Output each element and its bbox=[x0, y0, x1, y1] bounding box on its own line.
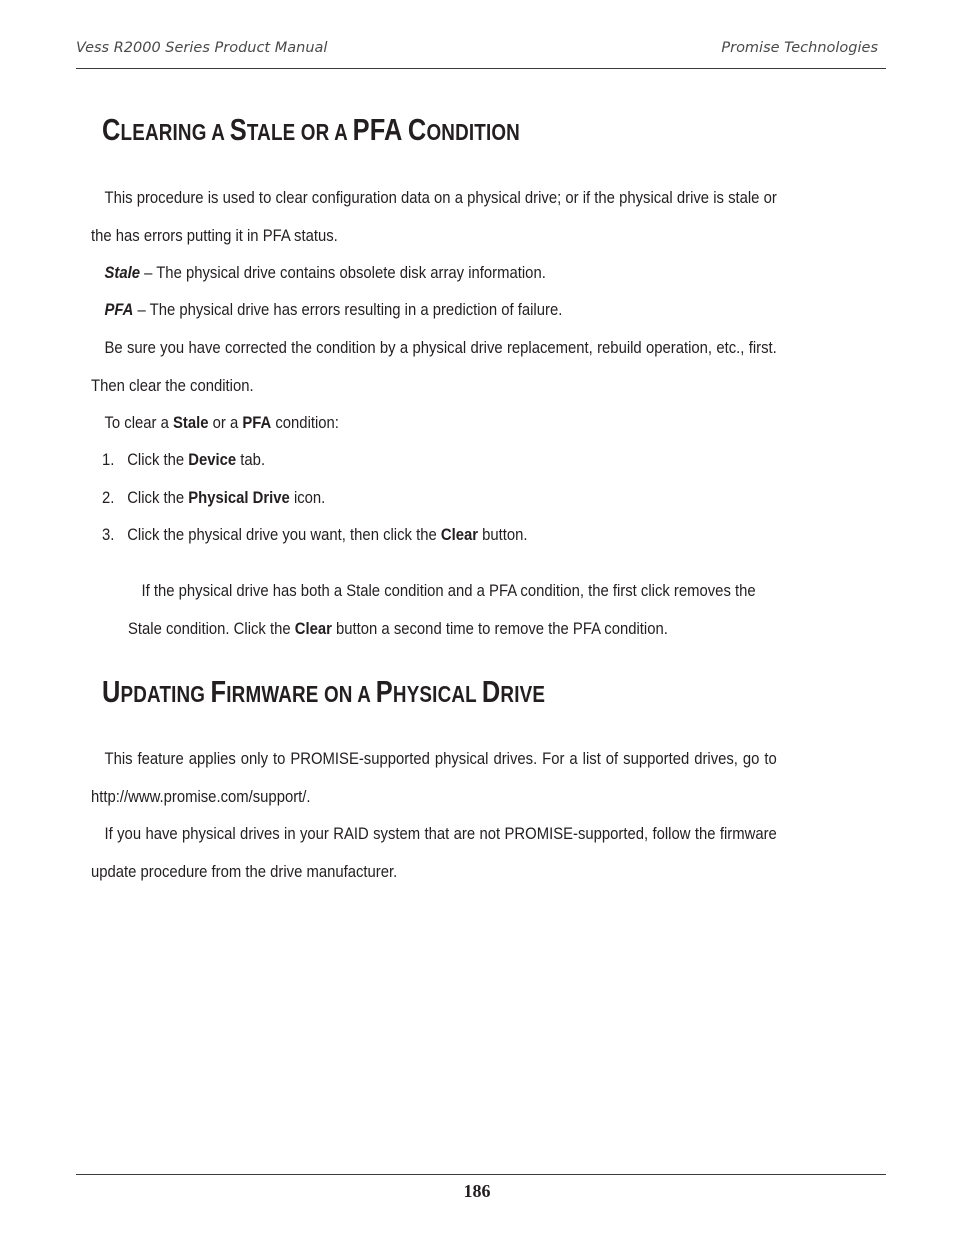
footer-divider bbox=[76, 1174, 886, 1175]
intro-paragraph bbox=[91, 180, 777, 255]
definition-term: PFA bbox=[104, 301, 134, 319]
intro-text: This procedure is used to clear configuration data on a physical drive; or if the physical drive is stale or the has errors putting it in PFA status. bbox=[91, 189, 777, 245]
step-text: button. bbox=[478, 526, 528, 544]
to-clear-lead bbox=[91, 405, 777, 443]
firmware-text: If you have physical drives in your RAID system that are not PROMISE-supported, follow the firmware update procedure from the drive manufacturer. bbox=[91, 825, 777, 881]
running-header-company: Promise Technologies bbox=[721, 40, 878, 56]
be-sure-paragraph bbox=[91, 330, 777, 405]
page-number: 186 bbox=[463, 1181, 491, 1201]
lead-bold: Stale bbox=[173, 414, 209, 432]
definition-stale bbox=[91, 255, 777, 293]
heading-word: IRMWARE ON A bbox=[226, 681, 376, 707]
lead-text: or a bbox=[208, 414, 243, 432]
heading-word: U bbox=[102, 674, 121, 709]
step-bold: Device bbox=[188, 451, 237, 469]
lead-text: To clear a bbox=[104, 414, 174, 432]
firmware-text: This feature applies only to PROMISE-supported physical drives. For a list of supported drives, go to http://www.promise.com/support/. bbox=[91, 750, 777, 806]
definition-pfa bbox=[91, 292, 777, 330]
note-text: button a second time to remove the PFA condition. bbox=[331, 619, 668, 638]
heading-word: ONDITION bbox=[426, 119, 520, 145]
step-text: tab. bbox=[236, 451, 266, 469]
step-number: 1. bbox=[102, 451, 115, 469]
definition-text: – The physical drive contains obsolete disk array information. bbox=[139, 264, 546, 282]
step-item bbox=[102, 517, 528, 555]
firmware-paragraph-2 bbox=[91, 816, 777, 891]
heading-word: LEARING A bbox=[120, 119, 230, 145]
step-text: icon. bbox=[289, 489, 326, 507]
heading-word: PFA bbox=[352, 112, 403, 147]
step-number: 2. bbox=[102, 489, 115, 507]
definition-term: Stale bbox=[104, 264, 140, 282]
step-bold: Physical Drive bbox=[188, 489, 290, 507]
step-text: Click the bbox=[127, 489, 189, 507]
heading-word: F bbox=[210, 674, 227, 709]
heading-word: D bbox=[481, 674, 501, 709]
heading-word: C bbox=[102, 112, 121, 147]
heading-word: C bbox=[407, 112, 427, 147]
heading-word: HYSICAL bbox=[392, 681, 482, 707]
running-header-title: Vess R2000 Series Product Manual bbox=[76, 40, 328, 56]
step-item bbox=[102, 442, 265, 480]
step-number: 3. bbox=[102, 526, 115, 544]
heading-word: PDATING bbox=[120, 681, 211, 707]
step-item bbox=[102, 480, 325, 518]
step-text: Click the physical drive you want, then click the bbox=[127, 526, 441, 544]
section-heading-updating-firmware bbox=[102, 674, 545, 710]
be-sure-text: Be sure you have corrected the condition by a physical drive replacement, rebuild operation, etc., first. Then clear the condition. bbox=[91, 339, 777, 395]
lead-text: condition: bbox=[271, 414, 339, 432]
heading-word: S bbox=[229, 112, 247, 147]
note-paragraph bbox=[128, 573, 776, 648]
heading-word: RIVE bbox=[500, 681, 546, 707]
header-divider bbox=[76, 68, 886, 69]
step-bold: Clear bbox=[440, 526, 479, 544]
heading-word: P bbox=[375, 674, 393, 709]
firmware-paragraph-1 bbox=[91, 741, 777, 816]
section-heading-clearing-stale-pfa bbox=[102, 112, 520, 148]
heading-word: TALE OR A bbox=[246, 119, 353, 145]
definition-text: – The physical drive has errors resulting in a prediction of failure. bbox=[133, 301, 563, 319]
lead-bold: PFA bbox=[242, 414, 272, 432]
note-text: If the physical drive has both a Stale condition and a PFA condition, the first click removes the Stale condition. Click the bbox=[128, 582, 756, 638]
step-text: Click the bbox=[127, 451, 189, 469]
note-bold: Clear bbox=[294, 619, 332, 638]
